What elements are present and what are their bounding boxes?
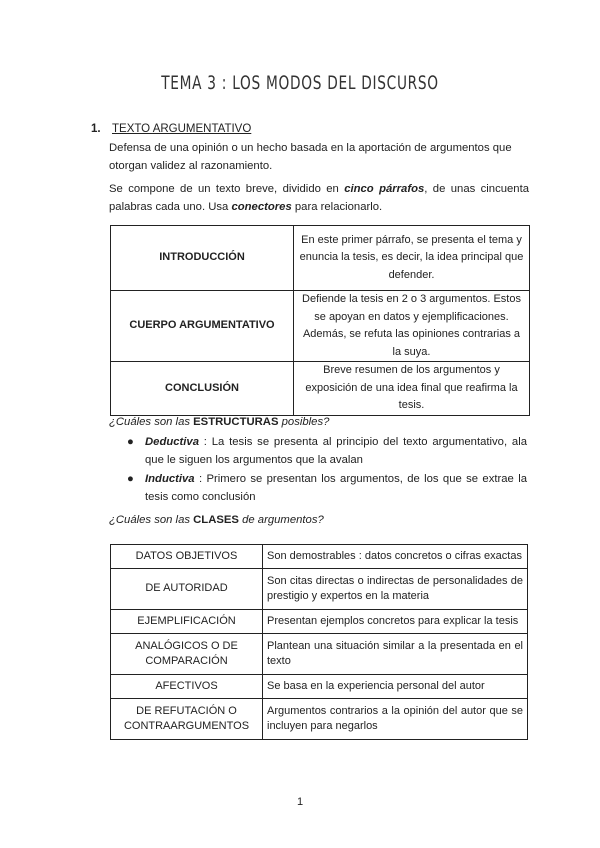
structures-question-keyword: ESTRUCTURAS	[193, 416, 279, 428]
part-description: En este primer párrafo, se presenta el tema y enuncia la tesis, es decir, la idea principal que defender.	[294, 226, 530, 291]
structure-text: : La tesis se presenta al principio del texto argumentativo, ala que le siguen los argumentos que la avalan	[145, 436, 527, 466]
table-row	[111, 362, 530, 416]
part-description: Breve resumen de los argumentos y exposición de una idea final que reafirma la tesis.	[294, 362, 530, 416]
class-name: ANALÓGICOS O DE COMPARACIÓN	[111, 634, 263, 675]
composition-paragraph	[109, 181, 529, 216]
class-name: AFECTIVOS	[111, 675, 263, 699]
composition-text-c: , de unas cincuenta palabras cada uno. Usa	[109, 183, 529, 213]
part-name: CUERPO ARGUMENTATIVO	[111, 291, 294, 362]
list-item	[127, 434, 527, 469]
section-heading	[91, 123, 251, 135]
class-name: DE AUTORIDAD	[111, 569, 263, 610]
structure-text: : Primero se presentan los argumentos, de los que se extrae la tesis como conclusión	[145, 473, 527, 503]
structures-question-a: ¿Cuáles son las	[109, 416, 194, 428]
classes-question-a: ¿Cuáles son las	[109, 514, 194, 526]
page-number: 1	[296, 796, 304, 808]
classes-question-c: de argumentos?	[238, 514, 324, 526]
list-item	[127, 471, 527, 506]
class-description: Se basa en la experiencia personal del autor	[263, 675, 528, 699]
page-title: TEMA 3 : LOS MODOS DEL DISCURSO	[161, 72, 439, 94]
table-row	[111, 610, 528, 634]
part-name: INTRODUCCIÓN	[111, 226, 294, 291]
composition-text-e: para relacionarlo.	[291, 200, 383, 213]
section-number: 1.	[91, 123, 101, 135]
class-name: DATOS OBJETIVOS	[111, 545, 263, 569]
part-name: CONCLUSIÓN	[111, 362, 294, 416]
class-description: Son citas directas o indirectas de personalidades de prestigio y expertos en la materia	[263, 569, 528, 610]
table-row	[111, 569, 528, 610]
definition-paragraph: Defensa de una opinión o un hecho basada en la aportación de argumentos que otorgan validez al razonamiento.	[109, 142, 512, 172]
table-row	[111, 634, 528, 675]
bullet-icon: ●	[127, 436, 134, 448]
structure-name: Deductiva	[145, 436, 199, 448]
argument-classes-table	[110, 544, 528, 740]
structures-list	[127, 434, 527, 508]
part-description: Defiende la tesis en 2 o 3 argumentos. Estos se apoyan en datos y ejemplificaciones. Además, se refuta las opiniones contrarias a la suya.	[294, 291, 530, 362]
structure-name: Inductiva	[145, 473, 195, 485]
composition-emphasis-paragraphs: cinco párrafos	[344, 183, 425, 195]
table-row	[111, 699, 528, 740]
structures-question-c: posibles?	[278, 416, 330, 428]
class-description: Plantean una situación similar a la presentada en el texto	[263, 634, 528, 675]
table-row	[111, 545, 528, 569]
class-description: Son demostrables : datos concretos o cifras exactas	[263, 545, 528, 569]
section-title: TEXTO ARGUMENTATIVO	[112, 123, 252, 135]
classes-question	[109, 514, 324, 526]
parts-table	[110, 225, 530, 416]
composition-emphasis-connectors: conectores	[231, 200, 292, 213]
class-description: Presentan ejemplos concretos para explicar la tesis	[263, 610, 528, 634]
class-description: Argumentos contrarios a la opinión del autor que se incluyen para negarlos	[263, 699, 528, 740]
bullet-icon: ●	[127, 473, 134, 485]
structures-question	[109, 416, 329, 428]
table-row	[111, 675, 528, 699]
class-name: EJEMPLIFICACIÓN	[111, 610, 263, 634]
class-name: DE REFUTACIÓN O CONTRAARGUMENTOS	[111, 699, 263, 740]
table-row	[111, 226, 530, 291]
classes-question-keyword: CLASES	[193, 514, 239, 526]
table-row	[111, 291, 530, 362]
composition-text-a: Se compone de un texto breve, dividido en	[109, 183, 345, 195]
